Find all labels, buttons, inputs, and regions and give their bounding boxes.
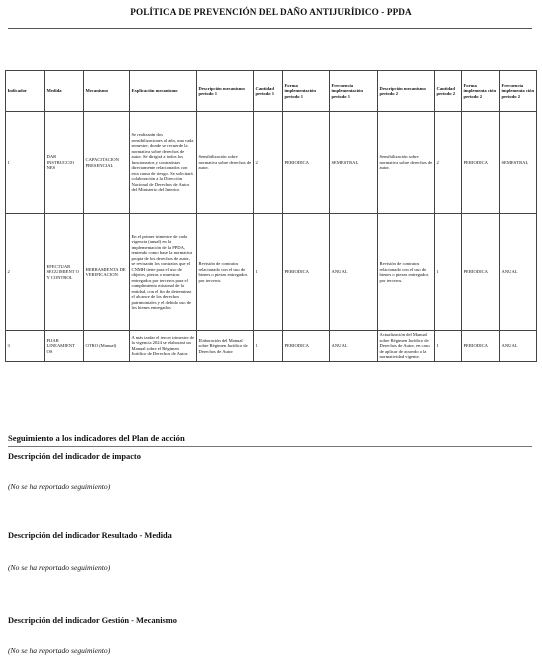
cantidad-p2-cell: 1 (435, 214, 462, 331)
frecuencia-p1-cell: SEMESTRAL (330, 112, 378, 214)
action-plan-table (5, 70, 537, 362)
table-row (6, 112, 537, 214)
forma-p1-cell: PERIODICA (283, 112, 330, 214)
explicacion-cell: En el primer trimestre de cada vigencia (anual) en la implementación de la PPDA, teniendo como base la normativa propia de los derechos de autor, se revisarán los contratos que el CNMH tiene para el uso de objetos, piezas o muestras entregados por terceros para el cumplimiento misional de la entidad, con el fin de determinar el alcance de los derechos patrimoniales y el debido uso de los bienes entregados (130, 214, 197, 331)
header-cell: Medida (45, 71, 84, 112)
cantidad-p2-cell: 1 (435, 331, 462, 362)
mecanismo-cell: OTRO (Manual) (84, 331, 130, 362)
table-row (6, 331, 537, 362)
cantidad-p2-cell: 2 (435, 112, 462, 214)
header-cell: Forma implementación periodo 1 (283, 71, 330, 112)
header-cell: Cantidad periodo 2 (435, 71, 462, 112)
header-cell: Frecuencia implementación periodo 1 (330, 71, 378, 112)
gestion-heading: Descripción del indicador Gestión - Mecanismo (8, 616, 177, 625)
forma-p2-cell: PERIODICA (462, 331, 500, 362)
descripcion-p1-cell: Elaboración del Manual sobre Régimen Jurídico de Derechos de Autor (197, 331, 254, 362)
descripcion-p2-cell: Sensibilización sobre normativa sobre derechos de autor. (378, 112, 435, 214)
impacto-status-text: (No se ha reportado seguimiento) (8, 482, 111, 491)
forma-p2-cell: PERIODICA (462, 112, 500, 214)
header-cell: Mecanismo (84, 71, 130, 112)
header-cell: Frecuencia implementa ción periodo 2 (500, 71, 537, 112)
frecuencia-p1-cell: ANUAL (330, 331, 378, 362)
frecuencia-p2-cell: ANUAL (500, 331, 537, 362)
header-cell: Descripción mecanismo periodo 1 (197, 71, 254, 112)
indicador-cell: 2 (6, 214, 45, 331)
descripcion-p2-cell: Actualización del Manual sobre Régimen Jurídico de Derechos de Autor, en caso de aplicar de acuerdo a la normatividad vigente. (378, 331, 435, 362)
frecuencia-p2-cell: SEMESTRAL (500, 112, 537, 214)
explicacion-cell: A más tardar el tercer trimestre de la vigencia 2024 se elaborará un Manual sobre el Régimen Jurídico de Derechos de Autor. (130, 331, 197, 362)
cantidad-p1-cell: 1 (254, 214, 283, 331)
explicacion-cell: Se realizarán dos sensibilizaciones al año, una cada semestre, donde se recuerde la normativa sobre derechos de autor. Se dirigirá a todos los funcionarios y contratistas directamente relacionados con esta causa de riesgo. Se solicitará colaboración a la Dirección Nacional de Derechos de Autor del Ministerio del Interior. (130, 112, 197, 214)
seguimiento-divider (8, 446, 532, 447)
indicador-cell: 1 (6, 112, 45, 214)
table-row (6, 214, 537, 331)
mecanismo-cell: CAPACITACION PRESENCIAL (84, 112, 130, 214)
medida-cell: DAR INSTRUCCIO NES (45, 112, 84, 214)
medida-cell: EFECTUAR SEGUIMIENT O Y CONTROL (45, 214, 84, 331)
header-cell: Forma implementa ción periodo 2 (462, 71, 500, 112)
medida-cell: FIJAR LINEAMIENT OS (45, 331, 84, 362)
seguimiento-heading: Seguimiento a los indicadores del Plan de acción (8, 433, 185, 443)
descripcion-p2-cell: Revisión de contratos relacionado con el uso de bienes o piezas entregados por terceros. (378, 214, 435, 331)
header-cell: Explicación mecanismo (130, 71, 197, 112)
header-cell: Cantidad periodo 1 (254, 71, 283, 112)
descripcion-p1-cell: Sensibilización sobre normativa sobre derechos de autor. (197, 112, 254, 214)
resultado-heading: Descripción del indicador Resultado - Medida (8, 531, 172, 540)
header-cell: Indicador (6, 71, 45, 112)
cantidad-p1-cell: 1 (254, 331, 283, 362)
forma-p2-cell: PERIODICA (462, 214, 500, 331)
header-cell: Descripción mecanismo periodo 2 (378, 71, 435, 112)
frecuencia-p1-cell: ANUAL (330, 214, 378, 331)
gestion-status-text: (No se ha reportado seguimiento) (8, 646, 111, 655)
impacto-heading: Descripción del indicador de impacto (8, 452, 141, 461)
mecanismo-cell: HERRAMIENTA DE VERIFICACION (84, 214, 130, 331)
table-header-row (6, 71, 537, 112)
frecuencia-p2-cell: ANUAL (500, 214, 537, 331)
title-divider (8, 28, 532, 29)
resultado-status-text: (No se ha reportado seguimiento) (8, 563, 111, 572)
indicador-cell: 3 (6, 331, 45, 362)
descripcion-p1-cell: Revisión de contratos relacionado con el uso de bienes o piezas entregados por terceros. (197, 214, 254, 331)
forma-p1-cell: PERIODICA (283, 331, 330, 362)
document-title: POLÍTICA DE PREVENCIÓN DEL DAÑO ANTIJURÍDICO - PPDA (130, 7, 412, 17)
cantidad-p1-cell: 2 (254, 112, 283, 214)
forma-p1-cell: PERIODICA (283, 214, 330, 331)
